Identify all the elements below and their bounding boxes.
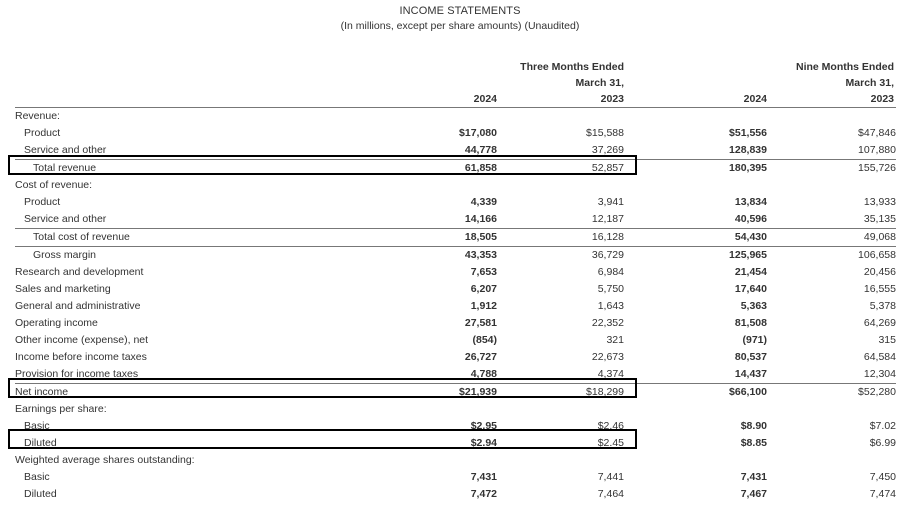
cell-2023-q: 4,374 (597, 368, 624, 380)
cell-2024-q: 6,207 (470, 283, 497, 295)
table-row (15, 435, 896, 452)
cell-2024-nm: 180,395 (624, 160, 767, 178)
header-year-2023-nm: 2023 (870, 93, 894, 105)
table-row (15, 177, 896, 194)
cell-2024-nm: $51,556 (729, 127, 767, 139)
cell-2023-nm (767, 401, 896, 418)
header-nine-months (700, 59, 894, 91)
cell-2023-q (497, 177, 624, 194)
row-label: Weighted average shares outstanding: (15, 454, 195, 466)
cell-2024-q: 26,727 (464, 351, 497, 363)
row-label: Product (24, 196, 61, 208)
header-three-months-date: March 31, (575, 77, 624, 89)
cell-2024-q: 27,581 (464, 317, 497, 329)
cell-2023-q: 5,750 (597, 283, 624, 295)
cell-2024-nm: 5,363 (740, 300, 767, 312)
table-row (15, 298, 896, 315)
row-label: Total cost of revenue (15, 229, 430, 247)
cell-2024-q (430, 108, 497, 125)
row-label: Other income (expense), net (15, 334, 149, 346)
cell-2024-nm (624, 452, 767, 469)
cell-2023-nm: 35,135 (863, 213, 896, 225)
cell-2024-nm: 7,431 (740, 471, 767, 483)
row-label: Service and other (24, 213, 107, 225)
cell-2023-nm: 12,304 (863, 368, 896, 380)
table-row (15, 366, 896, 384)
cell-2024-q: 14,166 (464, 213, 497, 225)
header-year-2024-nm: 2024 (743, 93, 767, 105)
cell-2024-nm: 125,965 (624, 247, 767, 265)
row-label: Research and development (15, 266, 144, 278)
table-row (15, 194, 896, 211)
cell-2024-q: $17,080 (459, 127, 497, 139)
cell-2023-q: 7,441 (597, 471, 624, 483)
row-label: Net income (15, 384, 430, 402)
row-label: Basic (24, 471, 50, 483)
cell-2024-q: 7,472 (470, 488, 497, 500)
cell-2024-nm: 40,596 (734, 213, 767, 225)
row-label: Provision for income taxes (15, 368, 139, 380)
cell-2023-nm: $6.99 (869, 437, 896, 449)
cell-2023-nm: 155,726 (767, 160, 896, 178)
cell-2024-nm: 14,437 (734, 368, 767, 380)
cell-2024-q (430, 401, 497, 418)
row-label: Total revenue (15, 160, 430, 178)
cell-2024-q (430, 177, 497, 194)
table-row (15, 418, 896, 435)
cell-2024-q: $2.95 (470, 420, 497, 432)
cell-2023-q: $2.46 (597, 420, 624, 432)
cell-2023-nm: 49,068 (767, 229, 896, 247)
header-nine-months-label: Nine Months Ended (796, 61, 894, 73)
row-label: Operating income (15, 317, 98, 329)
cell-2024-q: (854) (472, 334, 497, 346)
header-year-2024-q: 2024 (473, 93, 497, 105)
table-row (15, 332, 896, 349)
cell-2023-nm: 7,450 (869, 471, 896, 483)
cell-2024-q: $21,939 (430, 384, 497, 402)
cell-2024-q: 44,778 (464, 144, 497, 156)
statement-title: INCOME STATEMENTS (399, 5, 521, 17)
table-row (15, 384, 896, 402)
cell-2024-nm: (971) (742, 334, 767, 346)
cell-2023-q: 22,352 (591, 317, 624, 329)
table-row (15, 125, 896, 142)
cell-2024-nm: $8.90 (740, 420, 767, 432)
cell-2023-q: 1,643 (597, 300, 624, 312)
row-label: Cost of revenue: (15, 179, 93, 191)
table-row (15, 160, 896, 178)
cell-2024-nm: 54,430 (624, 229, 767, 247)
cell-2023-q: 7,464 (597, 488, 624, 500)
cell-2024-q: $2.94 (470, 437, 497, 449)
table-row (15, 486, 896, 503)
row-label: Diluted (24, 437, 57, 449)
cell-2023-nm: 107,880 (858, 144, 896, 156)
income-statement-table (15, 108, 896, 503)
cell-2023-nm: 64,584 (863, 351, 896, 363)
table-row (15, 229, 896, 247)
cell-2023-q: 37,269 (591, 144, 624, 156)
cell-2023-nm: 13,933 (863, 196, 896, 208)
table-row (15, 401, 896, 418)
table-row (15, 315, 896, 332)
row-label: General and administrative (15, 300, 141, 312)
header-year-2023-q: 2023 (600, 93, 624, 105)
cell-2023-nm: 5,378 (869, 300, 896, 312)
cell-2023-q (497, 452, 624, 469)
cell-2023-nm: 20,456 (863, 266, 896, 278)
cell-2024-q: 61,858 (430, 160, 497, 178)
cell-2023-q: 12,187 (591, 213, 624, 225)
header-nine-months-date: March 31, (845, 77, 894, 89)
cell-2023-nm: $47,846 (858, 127, 896, 139)
header-three-months (430, 59, 624, 91)
cell-2023-nm: 16,555 (863, 283, 896, 295)
table-row (15, 211, 896, 229)
cell-2023-q: $2.45 (597, 437, 624, 449)
row-label: Income before income taxes (15, 351, 147, 363)
cell-2024-nm: $66,100 (624, 384, 767, 402)
cell-2024-nm: 128,839 (729, 144, 767, 156)
cell-2024-q: 4,788 (470, 368, 497, 380)
cell-2024-nm: 21,454 (734, 266, 767, 278)
cell-2023-nm (767, 177, 896, 194)
cell-2024-q: 4,339 (470, 196, 497, 208)
statement-subtitle: (In millions, except per share amounts) (Unaudited) (340, 20, 580, 32)
cell-2023-q: 36,729 (497, 247, 624, 265)
row-label: Product (24, 127, 61, 139)
cell-2023-nm: 7,474 (869, 488, 896, 500)
table-row (15, 452, 896, 469)
table-row (15, 264, 896, 281)
cell-2024-nm: 13,834 (734, 196, 767, 208)
cell-2023-q: 3,941 (597, 196, 624, 208)
cell-2023-nm: 64,269 (863, 317, 896, 329)
cell-2023-q: 52,857 (497, 160, 624, 178)
cell-2024-q: 43,353 (430, 247, 497, 265)
cell-2024-nm (624, 108, 767, 125)
row-label: Service and other (24, 144, 107, 156)
cell-2024-q: 1,912 (470, 300, 497, 312)
cell-2023-nm: $52,280 (767, 384, 896, 402)
row-label: Basic (24, 420, 50, 432)
table-row (15, 281, 896, 298)
cell-2023-q: $15,588 (586, 127, 624, 139)
cell-2023-q: 6,984 (597, 266, 624, 278)
cell-2023-nm: $7.02 (869, 420, 896, 432)
cell-2024-nm: 81,508 (734, 317, 767, 329)
row-label: Diluted (24, 488, 57, 500)
table-row (15, 469, 896, 486)
cell-2024-nm (624, 401, 767, 418)
cell-2024-nm: $8.85 (740, 437, 767, 449)
cell-2023-nm (767, 108, 896, 125)
cell-2024-nm (624, 177, 767, 194)
cell-2023-q: 16,128 (497, 229, 624, 247)
cell-2023-q: $18,299 (497, 384, 624, 402)
cell-2024-nm: 80,537 (734, 351, 767, 363)
row-label: Sales and marketing (15, 283, 111, 295)
cell-2024-q: 7,653 (470, 266, 497, 278)
row-label: Earnings per share: (15, 403, 107, 415)
cell-2023-nm (767, 452, 896, 469)
cell-2023-q: 22,673 (591, 351, 624, 363)
table-row (15, 108, 896, 125)
cell-2023-q (497, 401, 624, 418)
cell-2024-q (430, 452, 497, 469)
cell-2023-nm: 315 (878, 334, 896, 346)
table-row (15, 247, 896, 265)
cell-2024-q: 18,505 (430, 229, 497, 247)
cell-2024-q: 7,431 (470, 471, 497, 483)
header-three-months-label: Three Months Ended (520, 61, 624, 73)
cell-2023-q: 321 (606, 334, 624, 346)
cell-2023-q (497, 108, 624, 125)
row-label: Gross margin (15, 247, 430, 265)
cell-2024-nm: 7,467 (740, 488, 767, 500)
table-row (15, 349, 896, 366)
table-row (15, 142, 896, 160)
row-label: Revenue: (15, 110, 60, 122)
cell-2024-nm: 17,640 (734, 283, 767, 295)
cell-2023-nm: 106,658 (767, 247, 896, 265)
